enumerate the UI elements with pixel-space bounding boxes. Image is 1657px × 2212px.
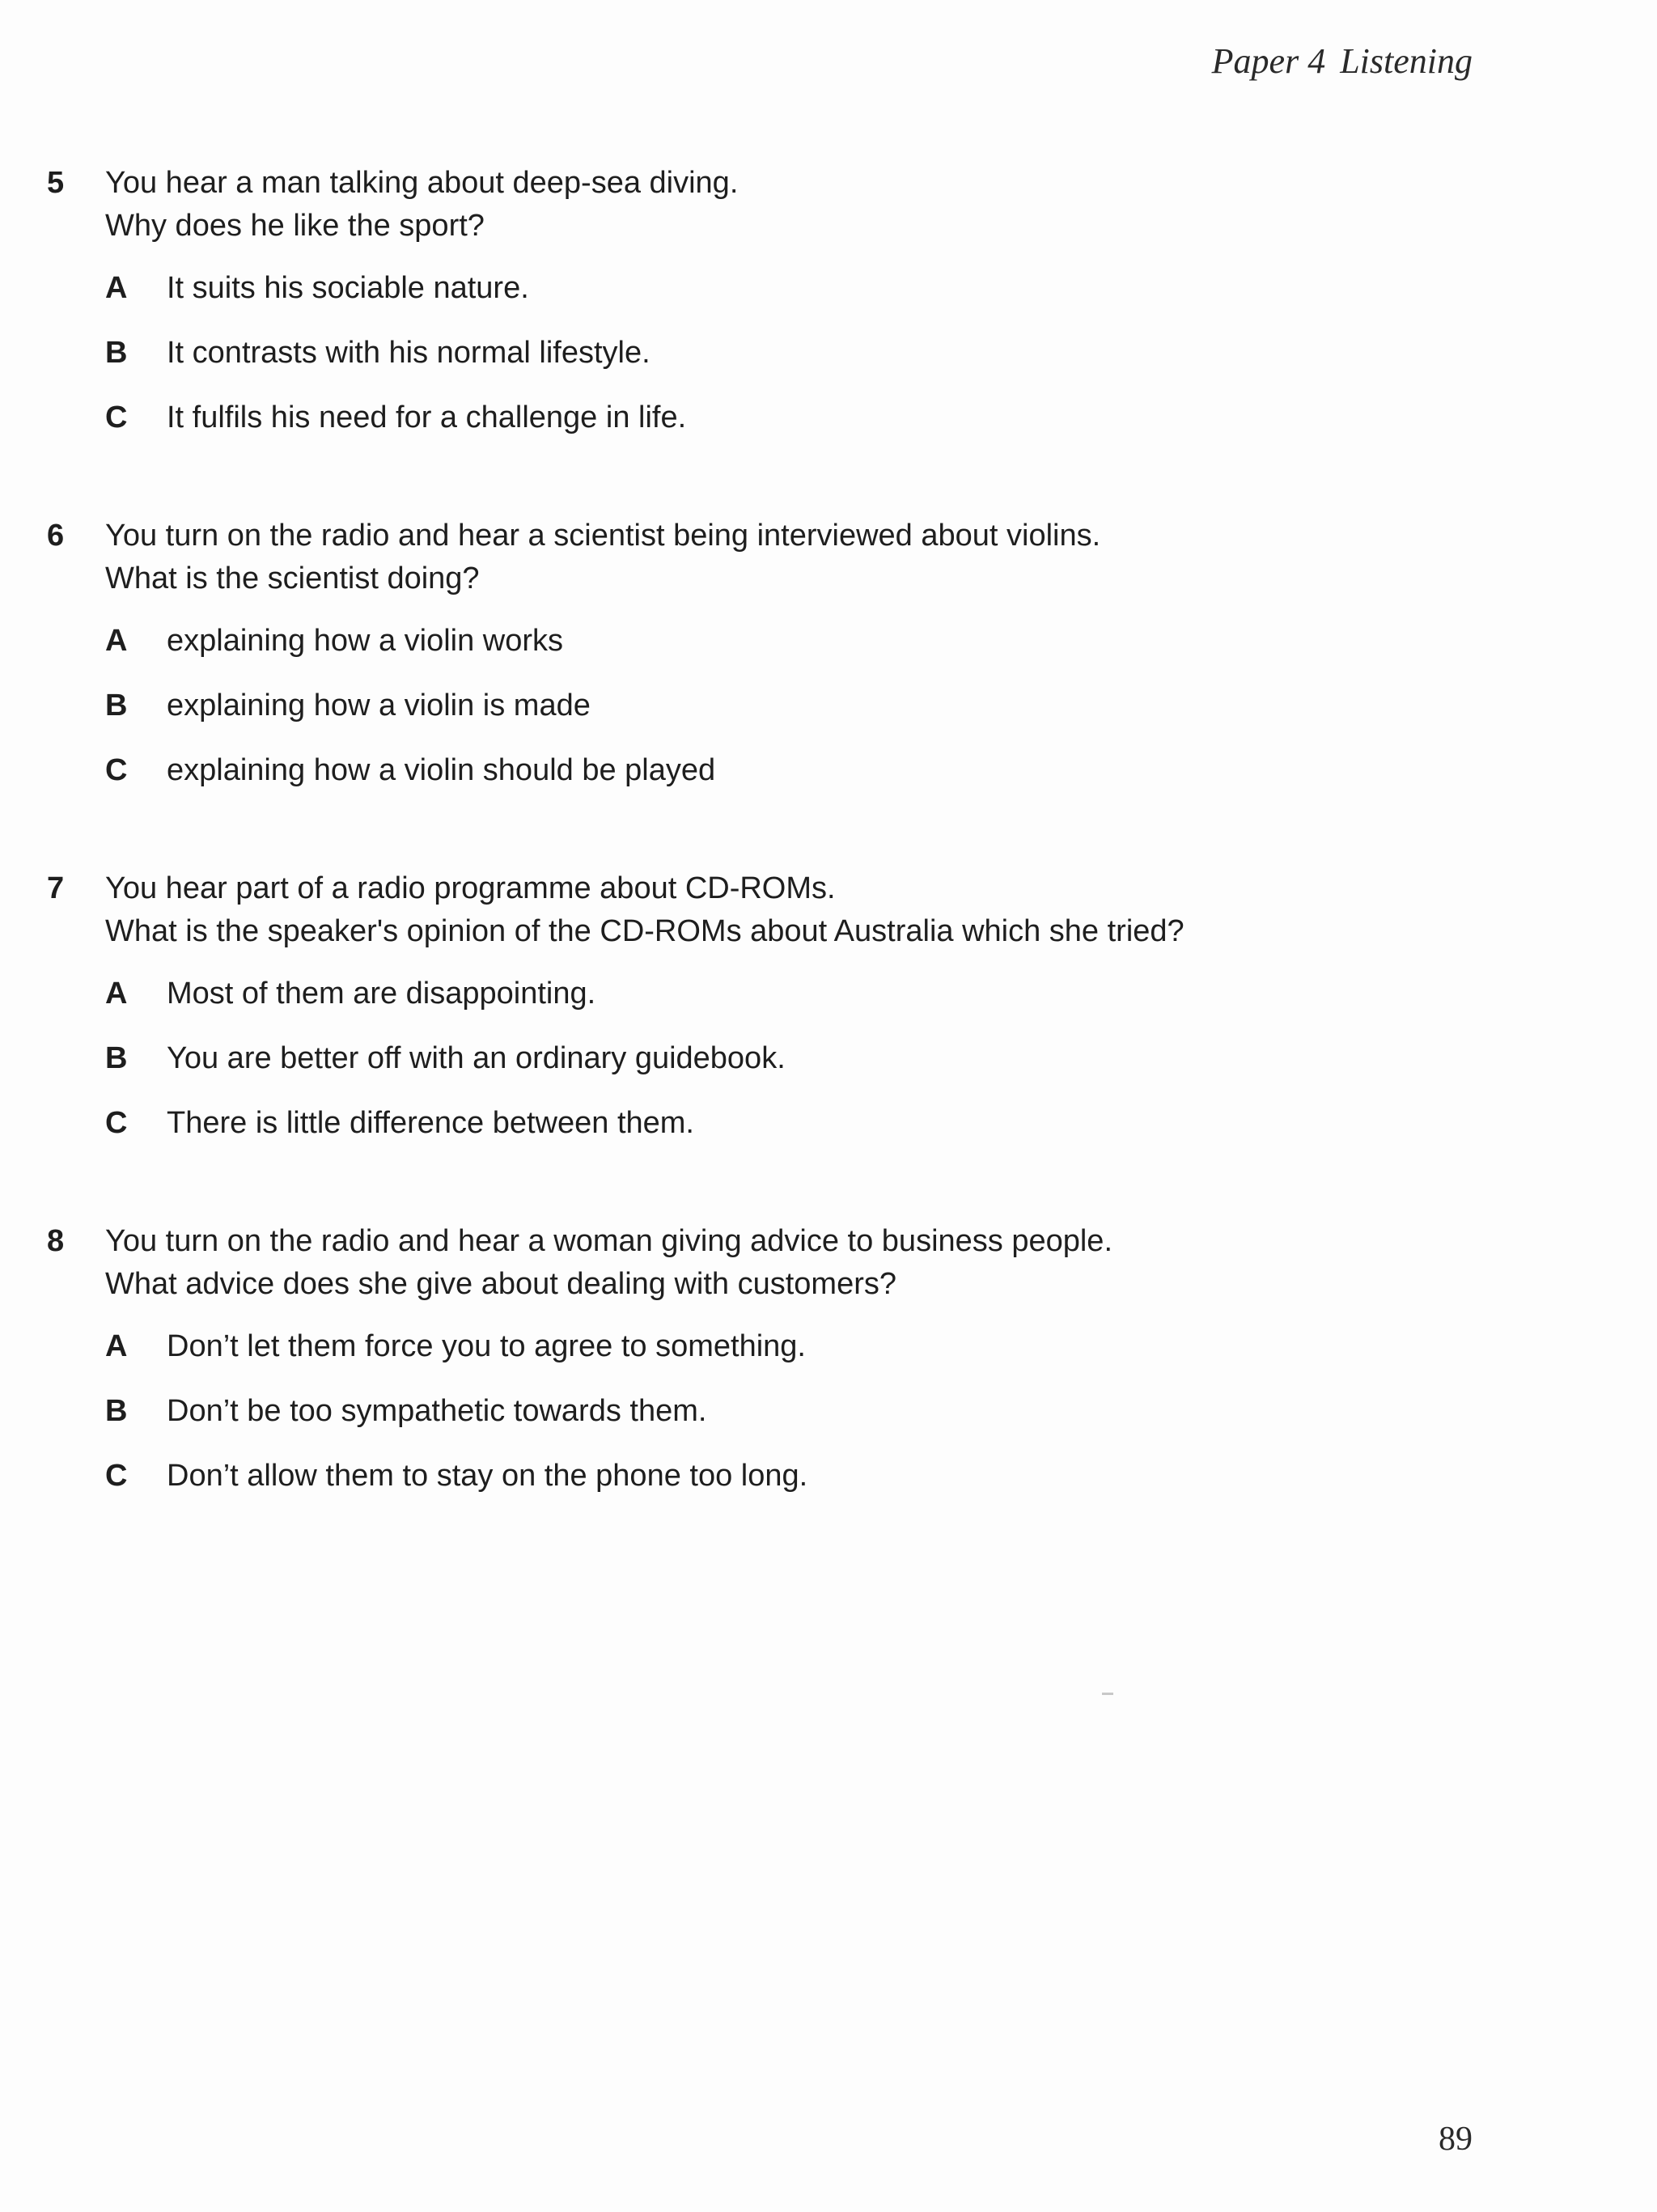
- option-letter: C: [105, 1459, 128, 1493]
- option-text: It contrasts with his normal lifestyle.: [167, 336, 651, 370]
- running-head-section: Listening: [1340, 41, 1473, 81]
- option-text: Don’t be too sympathetic towards them.: [167, 1394, 707, 1428]
- option-letter: A: [105, 977, 128, 1011]
- option-text: explaining how a violin is made: [167, 689, 591, 723]
- option-letter: A: [105, 624, 128, 658]
- option-letter: B: [105, 689, 128, 723]
- option-text: It suits his sociable nature.: [167, 271, 529, 305]
- option-letter: C: [105, 753, 128, 787]
- option-letter: A: [105, 271, 128, 305]
- running-head: [1212, 40, 1473, 82]
- question-context: You hear a man talking about deep-sea diving.: [105, 166, 739, 200]
- option-letter: B: [105, 1394, 128, 1428]
- scan-speck: [1102, 1693, 1113, 1695]
- question-prompt: What is the speaker's opinion of the CD-ROMs about Australia which she tried?: [105, 914, 1184, 948]
- option-text: explaining how a violin should be played: [167, 753, 716, 787]
- question-prompt: What is the scientist doing?: [105, 561, 480, 595]
- option-text: You are better off with an ordinary guidebook.: [167, 1041, 786, 1075]
- option-letter: B: [105, 1041, 128, 1075]
- option-letter: B: [105, 336, 128, 370]
- question-number: 6: [47, 519, 65, 553]
- question-prompt: What advice does she give about dealing with customers?: [105, 1267, 896, 1301]
- page-number: 89: [1439, 2121, 1473, 2158]
- question-stem: [105, 162, 738, 248]
- option-text: explaining how a violin works: [167, 624, 564, 658]
- question-context: You hear part of a radio programme about CD-ROMs.: [105, 871, 836, 905]
- question-stem: [105, 515, 1100, 600]
- option-letter: A: [105, 1329, 128, 1363]
- question-stem: [105, 1220, 1112, 1306]
- option-text: There is little difference between them.: [167, 1106, 694, 1140]
- question-stem: [105, 867, 1184, 953]
- question-context: You turn on the radio and hear a woman giving advice to business people.: [105, 1224, 1113, 1258]
- option-text: It fulfils his need for a challenge in life.: [167, 400, 687, 434]
- option-letter: C: [105, 1106, 128, 1140]
- running-head-paper: Paper 4: [1211, 41, 1326, 81]
- question-number: 7: [47, 871, 65, 905]
- option-text: Most of them are disappointing.: [167, 977, 596, 1011]
- question-prompt: Why does he like the sport?: [105, 209, 485, 243]
- option-letter: C: [105, 400, 128, 434]
- option-text: Don’t let them force you to agree to something.: [167, 1329, 806, 1363]
- question-number: 5: [47, 166, 65, 200]
- option-text: Don’t allow them to stay on the phone too long.: [167, 1459, 808, 1493]
- question-number: 8: [47, 1224, 65, 1258]
- question-context: You turn on the radio and hear a scientist being interviewed about violins.: [105, 519, 1101, 553]
